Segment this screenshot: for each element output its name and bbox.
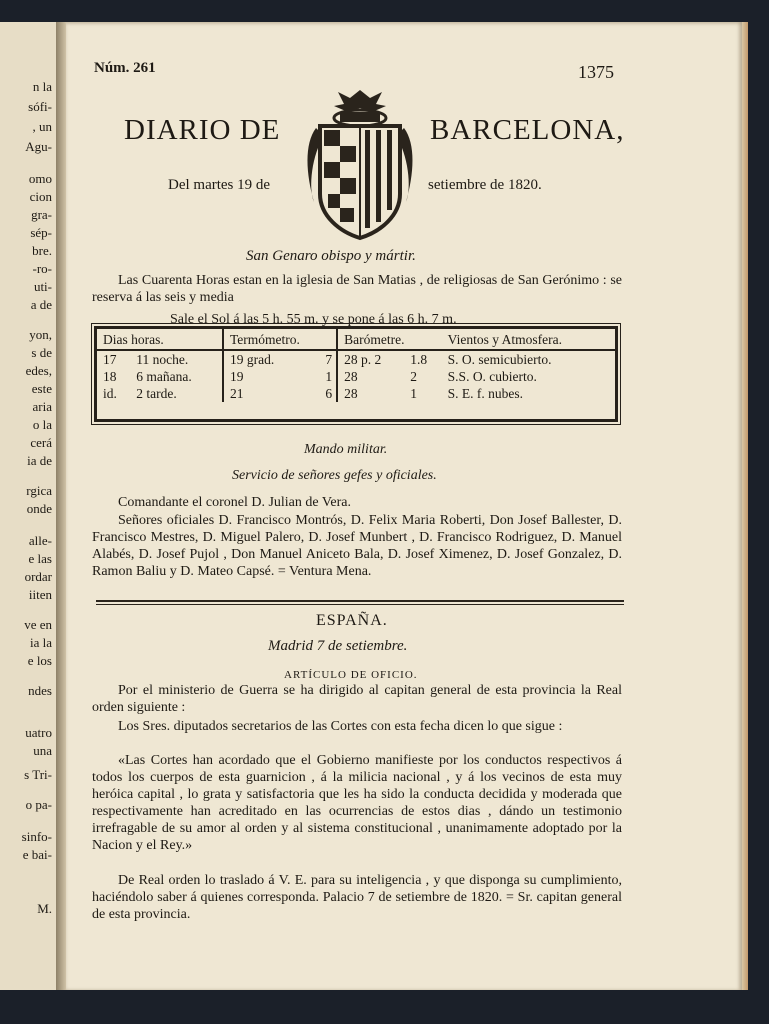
left-page-text-fragment: ordar [24,569,52,584]
table-row: 18 6 mañana. 19 1 28 2 S.S. O. cubierto. [103,369,537,384]
left-page-text-fragment: omo [28,171,52,186]
article-label: ARTÍCULO DE OFICIO. [284,669,418,681]
left-page-text-fragment: Agu- [25,139,52,154]
commander-line: Comandante el coronel D. Julian de Vera. [118,495,352,510]
table-row: id. 2 tarde. 21 6 28 1 S. E. f. nubes. [103,386,524,401]
book-gutter [56,22,66,990]
left-page-text-fragment: bre. [32,243,52,258]
left-page-text-fragment: iiten [28,587,52,602]
article-paragraph: De Real orden lo traslado á V. E. para su inteligencia , y que disponga su cumplimiento, haciéndolo saber á quienes corresponda. Palacio 7 de setiembre de 1820. = Sr. capitan general de esta provincia. [92,873,622,922]
left-page-text-fragment: o pa- [25,797,52,812]
left-page-text-fragment: n la [32,79,52,94]
left-page-text-fragment: -ro- [32,261,52,276]
cuarenta-horas-notice: Las Cuarenta Horas estan en la iglesia de San Matias , de religiosas de San Gerónimo : se reserva á las seis y media [92,273,622,305]
left-page-text-fragment: sép- [30,225,52,240]
left-page-text-fragment: onde [26,501,52,516]
military-subheading: Servicio de señores gefes y oficiales. [232,468,437,483]
table-row: 17 11 noche. 19 grad. 7 28 p. 2 1.8 S. O. semicubierto. [103,352,552,367]
left-page-text-fragment: gra- [31,207,52,222]
article-paragraph: Los Sres. diputados secretarios de las Cortes con esta fecha dicen lo que sigue : [118,719,563,734]
left-page-text-fragment: uatro [25,725,52,740]
col-header-thermometer: Termómetro. [223,329,337,350]
left-page-text-fragment: aria [32,399,52,414]
military-heading: Mando militar. [304,442,388,457]
left-page-text-fragment: cion [29,189,52,204]
saint-of-day: San Genaro obispo y mártir. [246,248,416,264]
left-page-text-fragment: sófi- [28,99,52,114]
issue-number: Núm. 261 [94,60,156,76]
left-page-text-fragment: e los [27,653,52,668]
left-page-fragment [0,22,58,990]
dateline: Madrid 7 de setiembre. [268,638,408,654]
left-page-text-fragment: e bai- [22,847,52,862]
section-title: ESPAÑA. [316,612,388,629]
left-page-text-fragment: sinfo- [21,829,52,844]
left-page-text-fragment: yon, [29,327,52,342]
left-page-text-fragment: cerá [30,435,52,450]
left-page-text-fragment: M. [37,901,52,916]
left-page-text-fragment: s de [31,345,52,360]
newspaper-page [66,22,742,990]
left-page-text-fragment: ndes [28,683,52,698]
left-page-text-fragment: ia la [29,635,52,650]
masthead-title-left: DIARIO DE [124,114,281,146]
col-header-days: Dias horas. [97,329,223,350]
article-paragraph: «Las Cortes han acordado que el Gobierno manifieste por los conductos respectivos á todos los cuerpos de esta guarnicion , á la milicia nacional , y á los vecinos de esta muy heróica capital , lo grata y satisfactoria que les ha sido la conducta decidida y moderada que respectivamente han acreditado en las ocurrencias de estos dias , dándo un testimonio irrefragable de su amor al orden y al sistema constitucional , unanimamente adoptado por la Nacion y el Rey.» [92,753,622,853]
weather-table [94,326,618,422]
section-divider [96,600,624,602]
officers-list: Señores oficiales D. Francisco Montrós, D. Felix Maria Roberti, Don Josef Ballester, D. Francisco Mestres, D. Miguel Palero, D. Josef Munbert , D. Francisco Rodriguez, D. Manuel Alabés, D. Josef Pujol , Don Manuel Aniceto Bala, D. Josef Ximenez, D. Josef Gonzalez, D. Ramon Baliu y D. Mateo Capsé. = Ventura Mena. [92,513,622,579]
left-page-text-fragment: , un [32,119,52,134]
left-page-text-fragment: este [31,381,52,396]
left-page-text-fragment: rgica [26,483,52,498]
date-right: setiembre de 1820. [428,177,542,193]
left-page-text-fragment: uti- [33,279,52,294]
coat-of-arms-icon [298,84,422,244]
left-page-text-fragment: alle- [28,533,52,548]
left-page-text-fragment: ia de [27,453,52,468]
page-number: 1375 [578,62,614,82]
col-header-winds: Vientos y Atmosfera. [442,329,615,350]
left-page-text-fragment: una [33,743,52,758]
date-left: Del martes 19 de [168,177,271,193]
masthead-title-right: BARCELONA, [430,114,625,146]
col-header-barometer: Barómetre. [337,329,442,350]
sunrise-sunset: Sale el Sol á las 5 h. 55 m. y se pone á las 6 h. 7 m. [170,312,457,327]
left-page-text-fragment: s Tri- [24,767,52,782]
article-paragraph: Por el ministerio de Guerra se ha dirigido al capitan general de esta provincia la Real orden siguiente : [92,683,622,715]
page-edge [742,22,748,990]
section-divider-thin [96,604,624,605]
left-page-text-fragment: edes, [25,363,52,378]
left-page-text-fragment: ve en [24,617,52,632]
left-page-text-fragment: o la [32,417,52,432]
left-page-text-fragment: e las [28,551,52,566]
left-page-text-fragment: a de [30,297,52,312]
